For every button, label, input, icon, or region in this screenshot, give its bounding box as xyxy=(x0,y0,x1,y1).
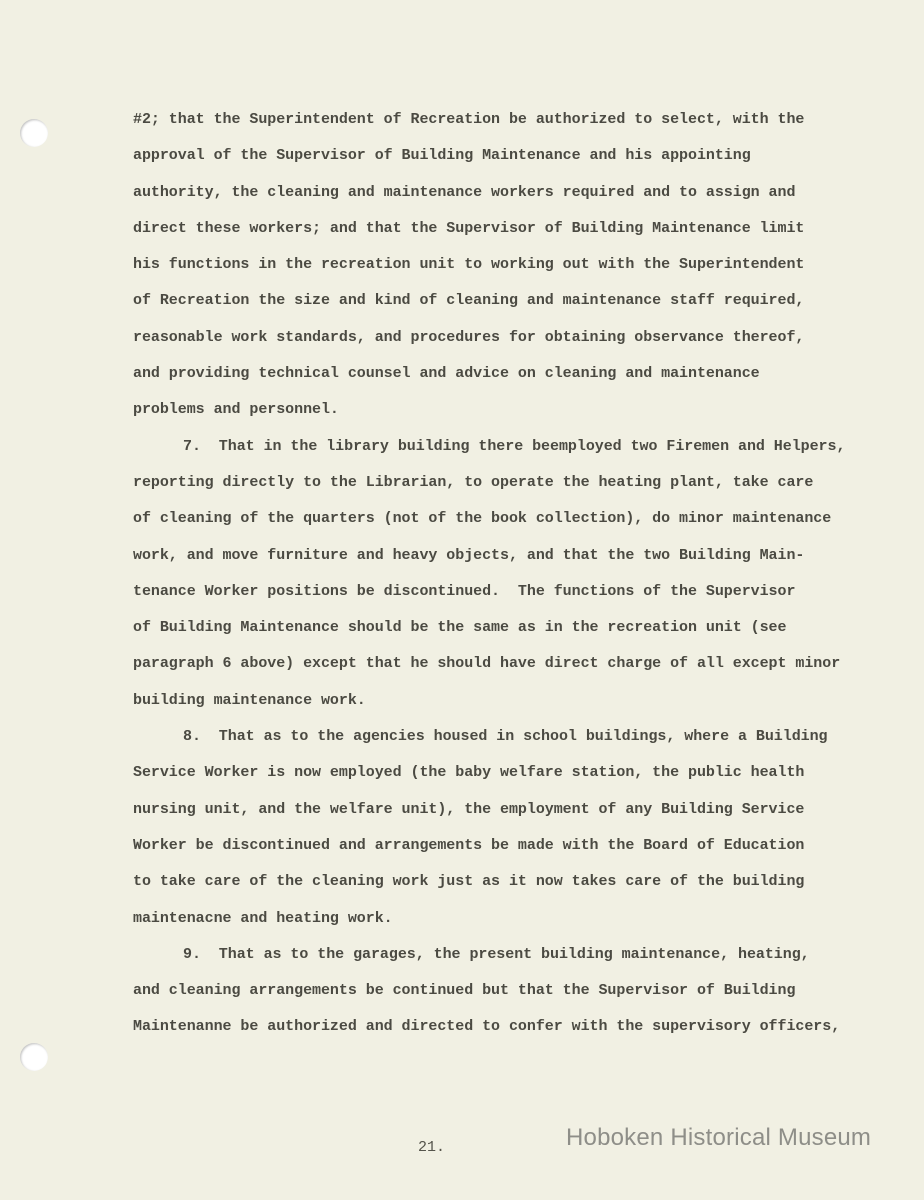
text-line: and cleaning arrangements be continued but that the Supervisor of Building xyxy=(133,982,796,1000)
paragraph xyxy=(133,937,893,1046)
text-line: nursing unit, and the welfare unit), the employment of any Building Service xyxy=(133,800,805,818)
text-line: of cleaning of the quarters (not of the book collection), do minor maintenance xyxy=(133,510,832,528)
text-line: approval of the Supervisor of Building Maintenance and his appointing xyxy=(133,147,751,165)
text-line: paragraph 6 above) except that he should have direct charge of all except minor xyxy=(133,655,841,673)
text-line: reasonable work standards, and procedures for obtaining observance thereof, xyxy=(133,328,805,346)
page-number: 21. xyxy=(418,1139,446,1156)
text-line: #2; that the Superintendent of Recreation be authorized to select, with the xyxy=(133,111,805,128)
museum-watermark: Hoboken Historical Museum xyxy=(566,1124,872,1151)
text-line: problems and personnel. xyxy=(133,401,339,419)
text-line: his functions in the recreation unit to working out with the Superintendent xyxy=(133,256,805,274)
text-line: Worker be discontinued and arrangements be made with the Board of Education xyxy=(133,836,805,854)
text-line: Service Worker is now employed (the baby welfare station, the public health xyxy=(133,764,805,782)
text-line: Maintenanne be authorized and directed to confer with the supervisory officers, xyxy=(133,1018,841,1036)
text-line: of Building Maintenance should be the same as in the recreation unit (see xyxy=(133,619,787,637)
paragraph xyxy=(133,719,893,937)
text-line: 8. That as to the agencies housed in school buildings, where a Building xyxy=(183,728,828,746)
text-line: reporting directly to the Librarian, to operate the heating plant, take care xyxy=(133,473,814,491)
text-line: building maintenance work. xyxy=(133,691,366,709)
document-body xyxy=(133,102,893,1046)
paragraph xyxy=(133,429,893,719)
paragraph xyxy=(133,102,893,429)
text-line: 7. That in the library building there beemployed two Firemen and Helpers, xyxy=(183,437,846,455)
text-line: tenance Worker positions be discontinued. The functions of the Supervisor xyxy=(133,582,796,600)
text-line: of Recreation the size and kind of cleaning and maintenance staff required, xyxy=(133,292,805,310)
text-line: direct these workers; and that the Supervisor of Building Maintenance limit xyxy=(133,219,805,237)
punch-hole-bottom xyxy=(20,1043,48,1071)
text-line: 9. That as to the garages, the present building maintenance, heating, xyxy=(183,945,810,963)
text-line: to take care of the cleaning work just as it now takes care of the building xyxy=(133,873,805,891)
text-line: authority, the cleaning and maintenance workers required and to assign and xyxy=(133,183,796,201)
text-line: work, and move furniture and heavy objects, and that the two Building Main- xyxy=(133,546,805,564)
text-line: maintenacne and heating work. xyxy=(133,909,393,927)
punch-hole-top xyxy=(20,119,48,147)
text-line: and providing technical counsel and advice on cleaning and maintenance xyxy=(133,365,760,383)
